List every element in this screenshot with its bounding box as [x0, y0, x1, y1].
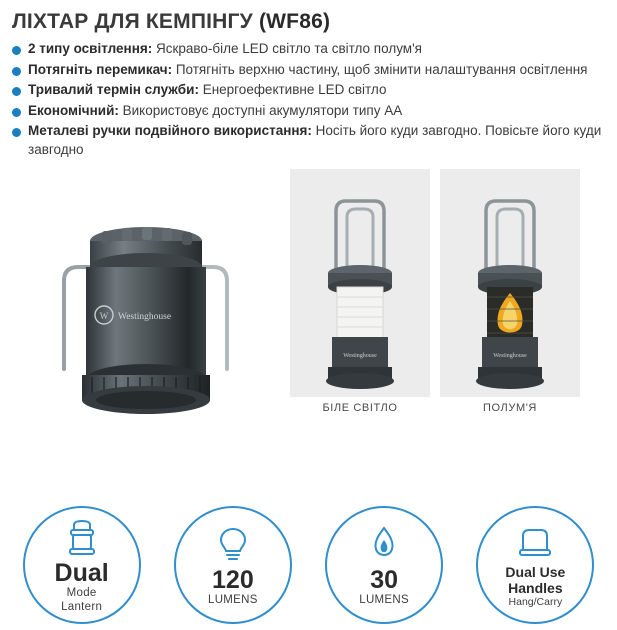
bullet-icon [12, 108, 21, 117]
badge-30-lumens [325, 506, 443, 624]
bullet-icon [12, 87, 21, 96]
feature-rest: Яскраво-біле LED світло та світло полум'я [152, 41, 422, 56]
feature-text [28, 102, 402, 121]
feature-badges [0, 506, 617, 624]
feature-lead: Економічний: [28, 102, 119, 118]
bullet-icon [12, 46, 21, 55]
list-item [12, 122, 607, 159]
thumb-image [440, 169, 580, 397]
page-title-model: (WF86) [258, 10, 331, 33]
thumb-flame-light [440, 169, 580, 414]
badge-line2: LUMENS [208, 593, 258, 606]
feature-rest: Використовує доступні акумулятори типу AA [118, 102, 403, 118]
product-images [0, 169, 617, 414]
badge-line3: Hang/Carry [508, 596, 563, 608]
thumb-caption: БІЛЕ СВІТЛО [322, 402, 398, 414]
page-title [0, 0, 617, 38]
feature-rest: Енергоефективне LED світло [198, 82, 387, 97]
badge-line1: 120 [212, 565, 254, 594]
feature-text [28, 122, 607, 159]
bullet-icon [12, 67, 21, 76]
lantern-icon [64, 517, 100, 559]
badge-line1: 30 [370, 565, 399, 594]
flame-icon [368, 524, 400, 566]
badge-line2: Mode [66, 586, 97, 599]
bullet-icon [12, 128, 21, 137]
svg-text:Westinghouse: Westinghouse [118, 312, 172, 322]
thumb-image [290, 169, 430, 397]
bulb-icon [216, 524, 250, 566]
feature-lead: Тривалий термін служби: [28, 82, 199, 97]
lantern-illustration [12, 169, 280, 414]
badge-dual-use-handles [476, 506, 594, 624]
feature-text [28, 40, 422, 59]
list-item [12, 61, 607, 80]
thumb-white-light [290, 169, 430, 414]
main-product-image [12, 169, 280, 414]
lantern-flame-illustration [440, 169, 580, 397]
badge-line2: LUMENS [359, 593, 409, 606]
badge-120-lumens [174, 506, 292, 624]
feature-rest: Носіть його куди завгодно. Повісьте його куди завгодно [28, 123, 602, 157]
feature-lead: Металеві ручки подвійного використання: [28, 123, 312, 138]
svg-text:W: W [99, 311, 109, 321]
feature-text [28, 81, 386, 100]
list-item [12, 81, 607, 100]
badge-dual-mode-lantern [23, 506, 141, 624]
feature-lead: Потягніть перемикач: [28, 61, 173, 77]
handle-icon [515, 521, 555, 563]
svg-text:Westinghouse: Westinghouse [493, 353, 527, 359]
svg-text:Westinghouse: Westinghouse [343, 353, 377, 359]
lantern-white-illustration [290, 169, 430, 397]
feature-text [28, 61, 588, 80]
thumb-caption: ПОЛУМ'Я [483, 402, 537, 414]
badge-line1: Dual Use [505, 564, 566, 580]
badge-line2: Handles [508, 580, 563, 596]
badge-line3: Lantern [61, 600, 103, 613]
list-item [12, 40, 607, 59]
feature-rest: Потягніть верхню частину, щоб змінити налаштування освітлення [172, 61, 588, 77]
list-item [12, 102, 607, 121]
feature-list [0, 38, 617, 159]
feature-lead: 2 типу освітлення: [28, 41, 153, 56]
badge-line1: Dual [54, 558, 109, 587]
page-title-main: ЛІХТАР ДЛЯ КЕМПІНГУ [12, 10, 253, 33]
